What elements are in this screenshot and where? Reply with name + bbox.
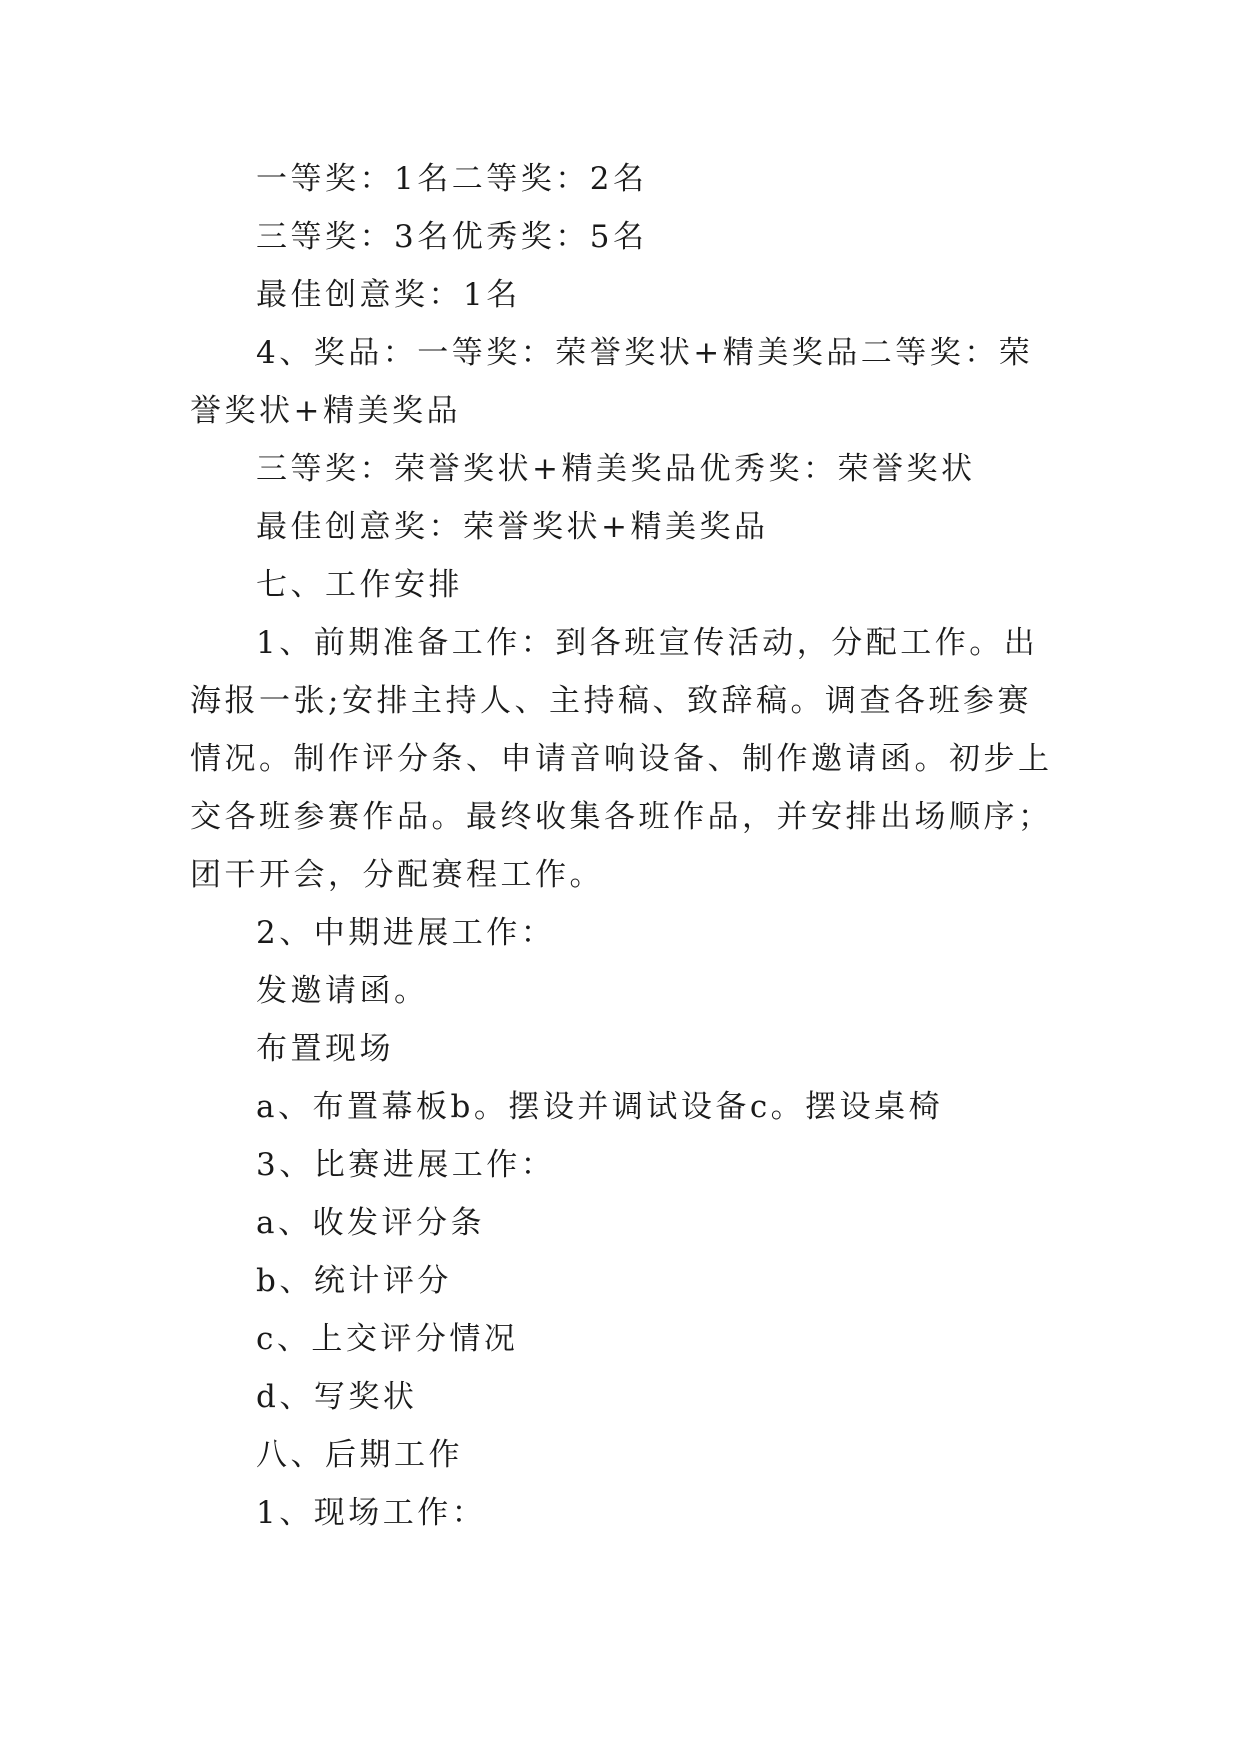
list-item-tally-scores: b、统计评分 xyxy=(256,1263,452,1299)
document-body xyxy=(190,150,1062,1542)
paragraph-onsite-work: 1、现场工作： xyxy=(256,1495,487,1531)
paragraph-prizes-best-creative: 最佳创意奖：荣誉奖状+精美奖品 xyxy=(256,509,769,545)
paragraph-send-invitations: 发邀请函。 xyxy=(256,973,429,1009)
paragraph-setup-items: a、布置幕板b。摆设并调试设备c。摆设桌椅 xyxy=(256,1089,944,1125)
paragraph-prizes-heading: 4、奖品：一等奖：荣誉奖状+精美奖品二等奖：荣誉奖状+精美奖品 xyxy=(190,335,1034,429)
section-heading-work-arrangement: 七、工作安排 xyxy=(256,567,463,603)
list-item-write-certificates: d、写奖状 xyxy=(256,1379,418,1415)
list-item-submit-scores: c、上交评分情况 xyxy=(256,1321,519,1357)
paragraph-prize-third-excellent: 三等奖：3名优秀奖：5名 xyxy=(256,219,648,255)
paragraph-prize-best-creative: 最佳创意奖：1名 xyxy=(256,277,521,313)
paragraph-competition-work: 3、比赛进展工作： xyxy=(256,1147,556,1183)
section-heading-later-work: 八、后期工作 xyxy=(256,1437,463,1473)
list-item-score-slips: a、收发评分条 xyxy=(256,1205,485,1241)
paragraph-prizes-third-excellent: 三等奖：荣誉奖状+精美奖品优秀奖：荣誉奖状 xyxy=(256,451,976,487)
paragraph-venue-setup: 布置现场 xyxy=(256,1031,394,1067)
paragraph-prize-first-second: 一等奖：1名二等奖：2名 xyxy=(256,161,648,197)
paragraph-preparation-work: 1、前期准备工作：到各班宣传活动，分配工作。出海报一张;安排主持人、主持稿、致辞稿。调查各班参赛情况。制作评分条、申请音响设备、制作邀请函。初步上交各班参赛作品。最终收集各班作品，并安排出场顺序；团干开会，分配赛程工作。 xyxy=(190,625,1053,893)
paragraph-midterm-work: 2、中期进展工作： xyxy=(256,915,556,951)
